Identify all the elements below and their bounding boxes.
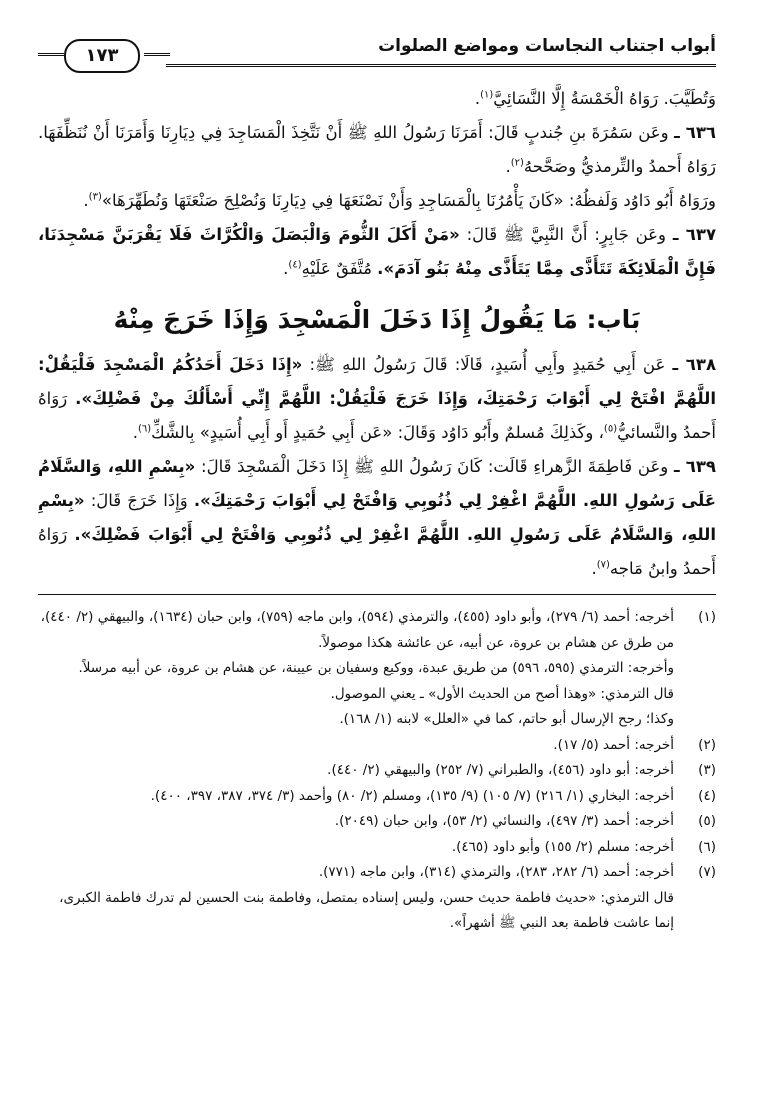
footnote — [38, 835, 716, 861]
hadith-isnad: وعَن جَابِرٍ: أَنَّ النَّبِيَّ ﷺ قَالَ: — [466, 225, 666, 244]
footnote — [38, 860, 716, 886]
hadith-matn: «إِذَا دَخَلَ أَحَدُكُمُ الْمَسْجِدَ فَلْيَقُلْ: اللَّهُمَّ افْتَحْ لِي أَبْوَابَ رَحْمَتِكَ، وَإِذَا خَرَجَ فَلْيَقُلْ: اللَّهُمَّ إِنِّي أَسْأَلُكَ مِنْ فَضْلِكَ». — [38, 355, 717, 408]
footnote — [38, 733, 716, 759]
footnote: قال الترمذي: «حديث فاطمة حديث حسن، وليس إسناده بمتصل، وفاطمة بنت الحسين لم تدرك فاطمة الكبرى، إنما عاشت فاطمة بعد النبي ﷺ أشهراً». — [59, 889, 674, 931]
page-number: ١٧٣ — [64, 39, 140, 73]
hadith-matn: «بِسْمِ اللهِ، وَالسَّلَامُ عَلَى رَسُولِ اللهِ. اللَّهُمَّ اغْفِرْ لِي ذُنُوبِي وَافْتَحْ لِي أَبْوَابَ رَحْمَتِكَ». — [38, 457, 717, 510]
footnote-ref-2: (٢) — [510, 157, 524, 169]
hadith-isnad: وعَن فَاطِمَةَ الزَّهراءِ قَالَت: كَانَ رَسُولُ اللهِ ﷺ إِذَا دَخَلَ الْمَسْجِدَ قَالَ: — [201, 457, 669, 476]
hadith-text: ورَوَاهُ أَبُو دَاوُد وَلَفظُهُ: «كَانَ يَأْمُرُنَا بِالْمَسَاجِدِ وَأَنْ نَصْنَعَهَا فِي دِيَارِنَا وَنُصْلِحَ صَنْعَتَهَا وَنُطَهِّرَهَا» — [101, 191, 716, 210]
footnote — [38, 758, 716, 784]
footnote-number: (٤) — [698, 787, 716, 804]
hadith-638: ٦٣٨ ـ عَن أَبِي حُمَيدٍ وأَبِي أُسَيدٍ، قَالَا: قَالَ رَسُولُ اللهِ ﷺ: «إِذَا دَخَلَ أَحَدُكُمُ الْمَسْجِدَ فَلْيَقُلْ: اللَّهُمَّ افْتَحْ لِي أَبْوَابَ رَحْمَتِكَ، وَإِذَا خَرَجَ فَلْيَقُلْ: اللَّهُمَّ إِنِّي أَسْأَلُكَ مِنْ فَضْلِكَ». رَوَاهُ أَحمدُ والنَّسائيُّ$^{(٥)}$، وكَذلِكَ مُسلمٌ وأَبُو دَاوُد وَقَالَ: «عَن أَبِي حُمَيدٍ أَو أَبِي أُسَيدٍ» بِالشَّكِّ$^{(٦)}$. — [38, 355, 717, 442]
hadith-636-variant: ورَوَاهُ أَبُو دَاوُد وَلَفظُهُ: «كَانَ يَأْمُرُنَا بِالْمَسَاجِدِ وَأَنْ نَصْنَعَهَا فِي دِيَارِنَا وَنُصْلِحَ صَنْعَتَهَا وَنُطَهِّرَهَا»$^{(٣)}$. — [83, 191, 716, 210]
footnote-text: أخرجه: البخاري (١/ ٢١٦) (٧/ ١٠٥) (٩/ ١٣٥)، ومسلم (٢/ ٨٠) وأحمد (٣/ ٣٧٤، ٣٨٧، ٣٩٧، ٤٠٠). — [150, 787, 674, 804]
hadith-takhrij-cont: ، وكَذلِكَ مُسلمٌ وأَبُو دَاوُد وَقَالَ: «عَن أَبِي حُمَيدٍ أَو أَبِي أُسَيدٍ» بِالشَّكِّ — [151, 423, 604, 442]
footnote-rule — [38, 594, 716, 595]
footnote-number: (٢) — [698, 736, 716, 753]
footnote-ref-1: (١) — [480, 89, 494, 101]
footnote: وأخرجه: الترمذي (٥٩٥، ٥٩٦) من طريق عبدة، ووكيع وسفيان بن عيينة، عن هشام بن عروة، عن أبيه مرسلاً. — [78, 660, 674, 676]
footnote-number: (٦) — [698, 838, 716, 855]
hadith-number: ٦٣٨ ـ — [672, 355, 717, 374]
chapter-title: بَاب: مَا يَقُولُ إِذَا دَخَلَ الْمَسْجِدَ وَإِذَا خَرَجَ مِنْهُ — [113, 305, 641, 334]
intro-text: وَتُطَيَّبَ. رَوَاهُ الْخَمْسَةُ إِلَّا النَّسَائِيَّ — [493, 89, 716, 108]
hadith-636: ٦٣٦ ـ وعَن سَمُرَةَ بنِ جُندبٍ قَالَ: أَمَرَنَا رَسُولُ اللهِ ﷺ أَنْ نَتَّخِذَ الْمَسَاجِدَ فِي دِيَارِنَا وَأَمَرَنَا أَنْ نُنَظِّفَهَا. رَوَاهُ أَحمدُ والتِّرمذيُّ وصَحَّحهُ$^{(٢)}$. — [38, 123, 716, 176]
footnote — [38, 809, 716, 835]
hadith-takhrij: مُتَّفَقٌ عَلَيْهِ — [301, 259, 372, 278]
hadith-connector: وَإِذَا خَرَجَ قَالَ: — [90, 491, 188, 510]
footnote-text: أخرجه: مسلم (٢/ ١٥٥) وأبو داود (٤٦٥). — [451, 838, 674, 855]
page-number-ornament-left — [38, 53, 64, 56]
running-header — [38, 26, 716, 66]
hadith-matn: «بِسْمِ اللهِ، وَالسَّلَامُ عَلَى رَسُولِ اللهِ. اللَّهُمَّ اغْفِرْ لِي ذُنُوبِي وَافْتَحْ لِي أَبْوَابَ فَضْلِكَ». — [38, 491, 716, 544]
hadith-639: ٦٣٩ ـ وعَن فَاطِمَةَ الزَّهراءِ قَالَت: كَانَ رَسُولُ اللهِ ﷺ إِذَا دَخَلَ الْمَسْجِدَ قَالَ: «بِسْمِ اللهِ، وَالسَّلَامُ عَلَى رَسُولِ اللهِ. اللَّهُمَّ اغْفِرْ لِي ذُنُوبِي وَافْتَحْ لِي أَبْوَابَ رَحْمَتِكَ». وَإِذَا خَرَجَ قَالَ: «بِسْمِ اللهِ، وَالسَّلَامُ عَلَى رَسُولِ اللهِ. اللَّهُمَّ اغْفِرْ لِي ذُنُوبِي وَافْتَحْ لِي أَبْوَابَ فَضْلِكَ». رَوَاهُ أَحمدُ وابنُ مَاجه$^{(٧)}$. — [38, 457, 717, 578]
footnote-text: أخرجه: أحمد (٦/ ٢٨٢، ٢٨٣)، والترمذي (٣١٤)، وابن ماجه (٧٧١). — [318, 864, 674, 880]
page-number-frame — [38, 39, 170, 71]
footnote: وكذا؛ رجح الإرسال أبو حاتم، كما في «العلل» لابنه (١/ ١٦٨). — [339, 711, 674, 727]
footnote-text: أخرجه: أحمد (٦/ ٢٧٩)، وأبو داود (٤٥٥)، والترمذي (٥٩٤)، وابن ماجه (٧٥٩)، وابن حبان (١٦٣٤)، والبيهقي (٢/ ٤٤٠)، من طرق عن هشام بن عروة، عن أبيه، عن عائشة هكذا موصولاً. — [40, 609, 674, 651]
page-body — [38, 82, 716, 937]
hadith-number: ٦٣٩ ـ — [673, 457, 716, 476]
footnotes — [38, 605, 716, 937]
hadith-number: ٦٣٦ ـ — [674, 123, 716, 142]
page-number-ornament-right — [144, 53, 170, 56]
footnote-text: أخرجه: أحمد (٥/ ١٧). — [553, 736, 674, 753]
footnote — [38, 784, 716, 810]
footnote-text: أخرجه: أبو داود (٤٥٦)، والطبراني (٧/ ٢٥٢) والبيهقي (٢/ ٤٤٠). — [327, 762, 674, 778]
footnote-number: (٣) — [698, 762, 716, 778]
intro-line: وَتُطَيَّبَ. رَوَاهُ الْخَمْسَةُ إِلَّا النَّسَائِيَّ$^{(١)}$. — [474, 89, 716, 108]
footnote-ref-5: (٥) — [603, 423, 618, 435]
footnote: قال الترمذي: «وهذا أصح من الحديث الأول» ـ يعني الموصول. — [330, 685, 674, 702]
hadith-takhrij: رَوَاهُ أَحمدُ والنَّسائيُّ — [38, 389, 716, 442]
footnote-number: (٥) — [698, 813, 716, 829]
footnote-number: (١) — [698, 609, 716, 625]
footnote-ref-3: (٣) — [88, 191, 102, 203]
footnote-number: (٧) — [698, 864, 716, 880]
footnote — [38, 605, 716, 656]
footnote-ref-6: (٦) — [137, 423, 152, 435]
running-title: أبواب اجتناب النجاسات ومواضع الصلوات — [378, 36, 716, 56]
footnote-ref-4: (٤) — [288, 259, 302, 271]
hadith-isnad: عَن أَبِي حُمَيدٍ وأَبِي أُسَيدٍ، قَالَا: قَالَ رَسُولُ اللهِ ﷺ: — [309, 355, 666, 374]
hadith-number: ٦٣٧ ـ — [672, 225, 717, 244]
header-rule — [166, 64, 716, 67]
hadith-matn: «مَنْ أَكَلَ الثُّومَ وَالْبَصَلَ وَالْكُرَّاثَ فَلَا يَقْرَبَنَّ مَسْجِدَنَا، فَإِنَّ الْمَلَائِكَةَ تَتَأَذَّى مِمَّا يَتَأَذَّى مِنْهُ بَنُو آدَمَ». — [38, 225, 716, 278]
footnote-ref-7: (٧) — [596, 559, 610, 571]
hadith-takhrij: رَوَاهُ أَحمدُ وابنُ مَاجه — [38, 525, 716, 578]
hadith-text: وعَن سَمُرَةَ بنِ جُندبٍ قَالَ: أَمَرَنَا رَسُولُ اللهِ ﷺ أَنْ نَتَّخِذَ الْمَسَاجِدَ فِي دِيَارِنَا وَأَمَرَنَا أَنْ نُنَظِّفَهَا. رَوَاهُ أَحمدُ والتِّرمذيُّ وصَحَّحهُ — [38, 123, 716, 176]
hadith-637: ٦٣٧ ـ وعَن جَابِرٍ: أَنَّ النَّبِيَّ ﷺ قَالَ: «مَنْ أَكَلَ الثُّومَ وَالْبَصَلَ وَالْكُرَّاثَ فَلَا يَقْرَبَنَّ مَسْجِدَنَا، فَإِنَّ الْمَلَائِكَةَ تَتَأَذَّى مِمَّا يَتَأَذَّى مِنْهُ بَنُو آدَمَ». مُتَّفَقٌ عَلَيْهِ$^{(٤)}$. — [38, 225, 717, 278]
footnote-text: أخرجه: أحمد (٣/ ٤٩٧)، والنسائي (٢/ ٥٣)، وابن حبان (٢٠٤٩). — [334, 813, 674, 829]
